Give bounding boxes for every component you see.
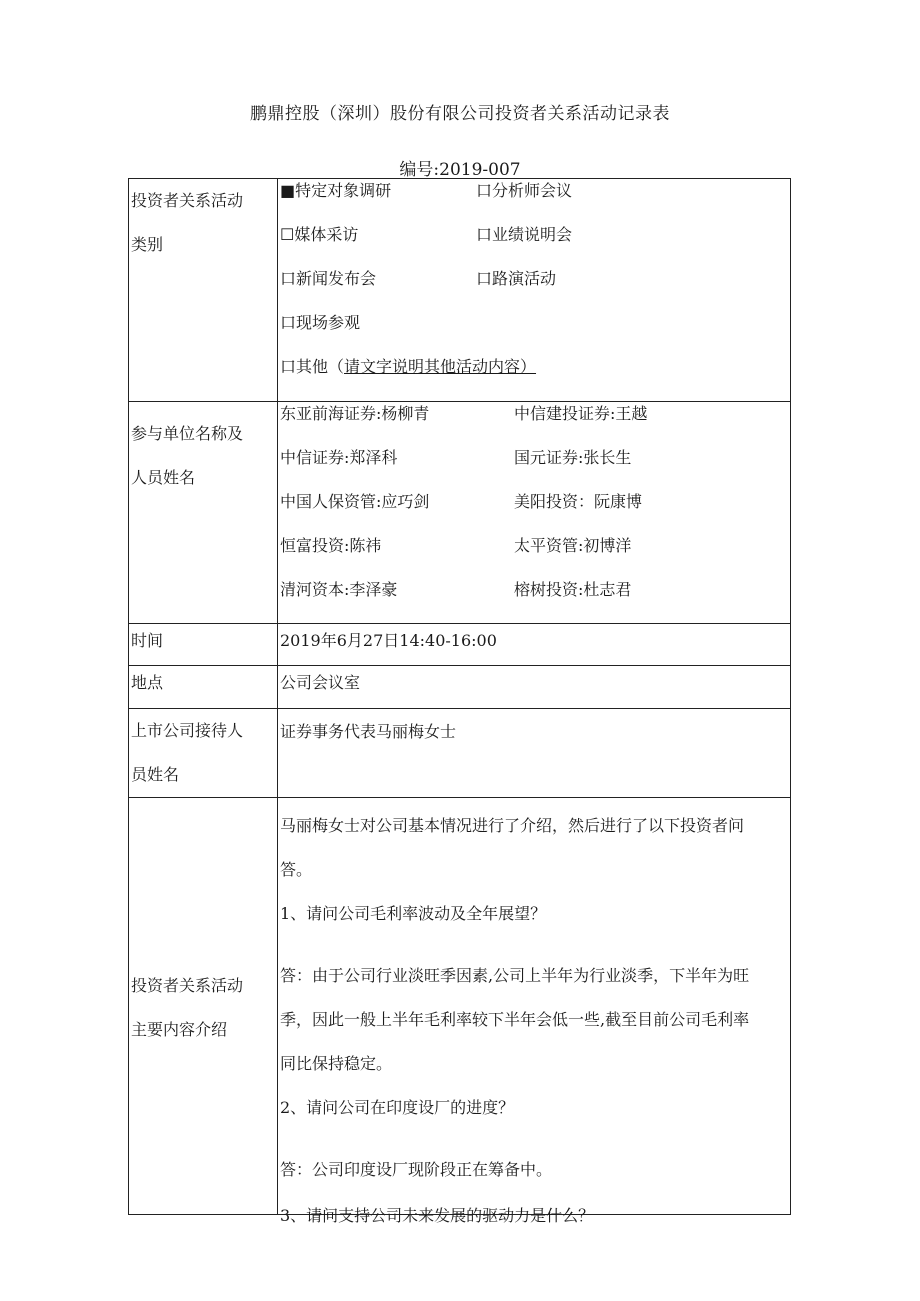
content-body bbox=[278, 798, 791, 1225]
document-title: 鹏鼎控股（深圳）股份有限公司投资者关系活动记录表 bbox=[250, 104, 670, 124]
label-host-line1: 上市公司接待人 bbox=[131, 721, 244, 740]
place-value: 公司会议室 bbox=[280, 673, 361, 692]
option-roadshow[interactable]: 口路演活动 bbox=[476, 269, 557, 288]
option-specific-research[interactable]: ■特定对象调研 bbox=[280, 181, 392, 200]
participant-entry: 榕树投资:杜志君 bbox=[514, 580, 632, 599]
label-content-line2: 主要内容介绍 bbox=[131, 1020, 228, 1039]
answer-1-line1: 答：由于公司行业淡旺季因素,公司上半年为行业淡季，下半年为旺 bbox=[280, 966, 750, 985]
option-media-interview[interactable]: ☐媒体采访 bbox=[280, 225, 359, 244]
host-value-cell bbox=[278, 709, 791, 798]
option-press-conference[interactable]: 口新闻发布会 bbox=[280, 269, 377, 288]
option-other[interactable] bbox=[280, 357, 536, 377]
intro-line1: 马丽梅女士对公司基本情况进行了介绍，然后进行了以下投资者问 bbox=[280, 816, 745, 835]
time-value-cell bbox=[278, 624, 791, 666]
row-participants bbox=[129, 402, 791, 624]
intro-line2: 答。 bbox=[280, 860, 313, 879]
label-participants bbox=[129, 402, 278, 624]
answer-2: 答：公司印度设厂现阶段正在筹备中。 bbox=[280, 1160, 553, 1179]
question-3: 3、请问支持公司未来发展的驱动力是什么？ bbox=[280, 1206, 595, 1225]
participants-list bbox=[278, 402, 791, 624]
participant-entry: 东亚前海证券:杨柳青 bbox=[280, 404, 430, 423]
participant-entry: 太平资管:初博洋 bbox=[514, 536, 632, 555]
label-activity-type-line2: 类别 bbox=[131, 235, 164, 254]
row-time bbox=[129, 624, 791, 666]
place-value-cell bbox=[278, 666, 791, 709]
row-content bbox=[129, 798, 791, 1215]
option-other-description: 请文字说明其他活动内容） bbox=[344, 357, 537, 376]
participant-entry: 中信建投证券:王越 bbox=[514, 404, 648, 423]
label-time-text: 时间 bbox=[131, 631, 164, 650]
question-1: 1、请问公司毛利率波动及全年展望？ bbox=[280, 904, 547, 923]
option-analyst-meeting[interactable]: 口分析师会议 bbox=[476, 181, 573, 200]
participant-entry: 中国人保资管:应巧剑 bbox=[280, 492, 430, 511]
row-place bbox=[129, 666, 791, 709]
label-host bbox=[129, 709, 278, 798]
answer-1-line2: 季，因此一般上半年毛利率较下半年会低一些,截至目前公司毛利率 bbox=[280, 1010, 750, 1029]
participant-entry: 清河资本:李泽豪 bbox=[280, 580, 398, 599]
label-place-text: 地点 bbox=[131, 673, 164, 692]
record-table bbox=[128, 178, 791, 1225]
host-value: 证券事务代表马丽梅女士 bbox=[280, 722, 457, 741]
label-content-line1: 投资者关系活动 bbox=[131, 976, 244, 995]
label-activity-type-line1: 投资者关系活动 bbox=[131, 191, 244, 210]
label-content bbox=[129, 798, 278, 1215]
option-other-prefix: 口其他（ bbox=[280, 357, 345, 376]
answer-1-line3: 同比保持稳定。 bbox=[280, 1054, 393, 1073]
question-2: 2、请问公司在印度设厂的进度？ bbox=[280, 1098, 515, 1117]
option-site-visit[interactable]: 口现场参观 bbox=[280, 313, 361, 332]
label-host-line2: 员姓名 bbox=[131, 765, 180, 784]
document-number: 编号:2019-007 bbox=[399, 160, 521, 180]
row-host bbox=[129, 709, 791, 798]
participant-entry: 美阳投资：阮康博 bbox=[514, 492, 643, 511]
activity-type-options bbox=[278, 179, 791, 402]
label-activity-type bbox=[129, 179, 278, 402]
participant-entry: 恒富投资:陈祎 bbox=[280, 536, 382, 555]
label-participants-line2: 人员姓名 bbox=[131, 468, 196, 487]
participant-entry: 国元证券:张长生 bbox=[514, 448, 632, 467]
label-participants-line1: 参与单位名称及 bbox=[131, 424, 244, 443]
label-time bbox=[129, 624, 278, 666]
row-activity-type bbox=[129, 179, 791, 402]
label-place bbox=[129, 666, 278, 709]
option-earnings-briefing[interactable]: 口业绩说明会 bbox=[476, 225, 573, 244]
participant-entry: 中信证券:郑泽科 bbox=[280, 448, 398, 467]
time-value: 2019年6月27日14:40-16:00 bbox=[280, 631, 497, 650]
